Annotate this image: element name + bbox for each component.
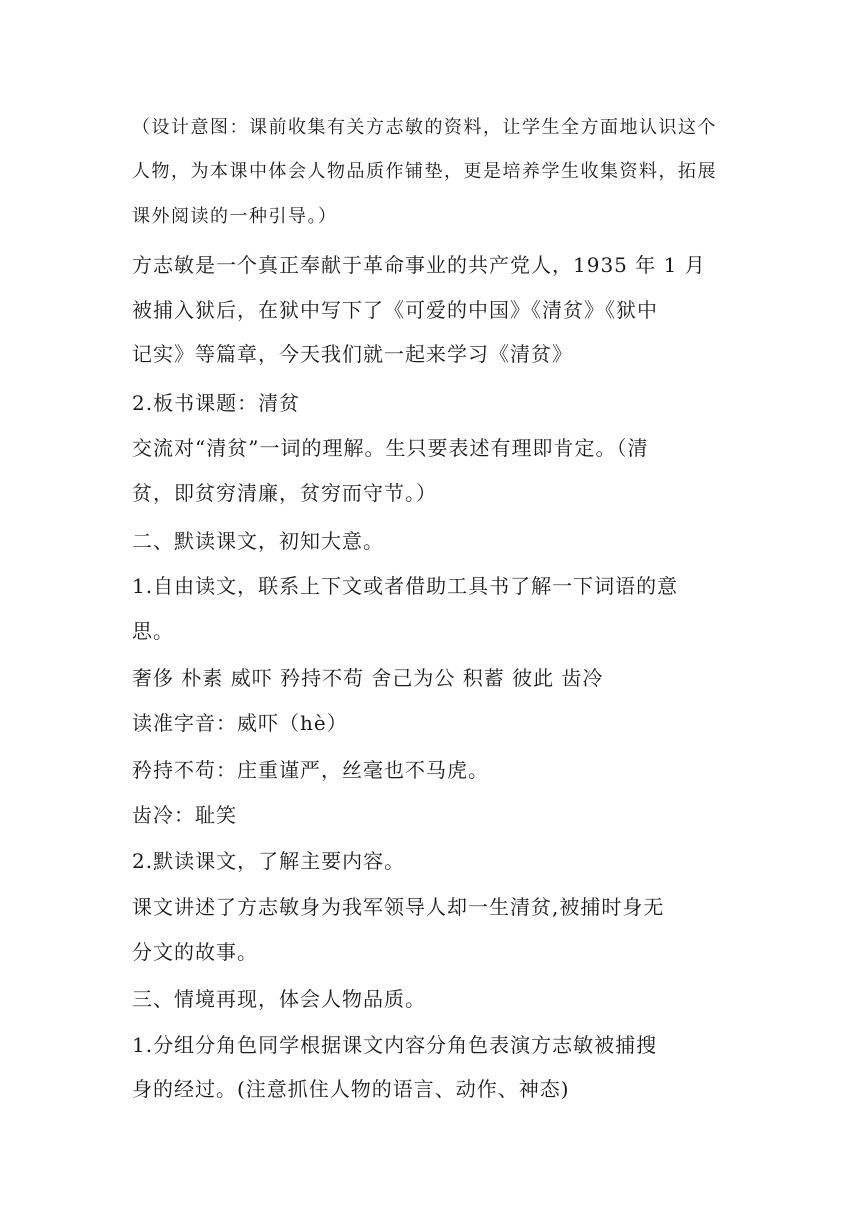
- summary-line-2: 分文的故事。: [132, 940, 258, 964]
- design-note-line-3: 课外阅读的一种引导。）: [132, 206, 338, 227]
- section-2-step-1-line-2: 思。: [132, 619, 174, 643]
- intro-line-1: 方志敏是一个真正奉献于革命事业的共产党人，1935 年 1 月: [132, 253, 706, 277]
- step-2-exchange-line-1: 交流对“清贫”一词的理解。生只要表述有理即肯定。（清: [132, 436, 649, 460]
- section-3-step-1-line-2: 身的经过。(注意抓住人物的语言、动作、神态): [132, 1077, 570, 1101]
- definition-1: 矜持不苟：庄重谨严，丝毫也不马虎。: [132, 758, 489, 782]
- design-note-line-1: （设计意图：课前收集有关方志敏的资料，让学生全方面地认识这个: [132, 117, 717, 138]
- design-note-line-2: 人物，为本课中体会人物品质作铺垫，更是培养学生收集资料，拓展: [132, 161, 717, 182]
- summary-line-1: 课文讲述了方志敏身为我军领导人却一生清贫,被捕时身无: [132, 895, 665, 919]
- step-2-exchange-line-2: 贫，即贫穷清廉，贫穷而守节。）: [132, 481, 437, 505]
- definition-2: 齿冷：耻笑: [132, 803, 237, 827]
- intro-line-2: 被捕入狱后，在狱中写下了《可爱的中国》《清贫》《狱中: [132, 298, 658, 322]
- vocabulary-list: 奢侈 朴素 威吓 矜持不苟 舍己为公 积蓄 彼此 齿冷: [132, 666, 604, 690]
- section-3-heading: 三、情境再现，体会人物品质。: [132, 987, 426, 1011]
- section-2-step-1-line-1: 1.自由读文，联系上下文或者借助工具书了解一下词语的意: [132, 574, 679, 598]
- step-2-title: 2.板书课题：清贫: [132, 391, 301, 415]
- section-2-heading: 二、默读课文，初知大意。: [132, 529, 384, 553]
- section-2-step-2: 2.默读课文，了解主要内容。: [132, 849, 406, 873]
- section-3-step-1-line-1: 1.分组分角色同学根据课文内容分角色表演方志敏被捕搜: [132, 1033, 658, 1057]
- pronunciation-note: 读准字音：威吓（hè）: [132, 711, 348, 735]
- intro-line-3: 记实》等篇章，今天我们就一起来学习《清贫》: [132, 342, 573, 366]
